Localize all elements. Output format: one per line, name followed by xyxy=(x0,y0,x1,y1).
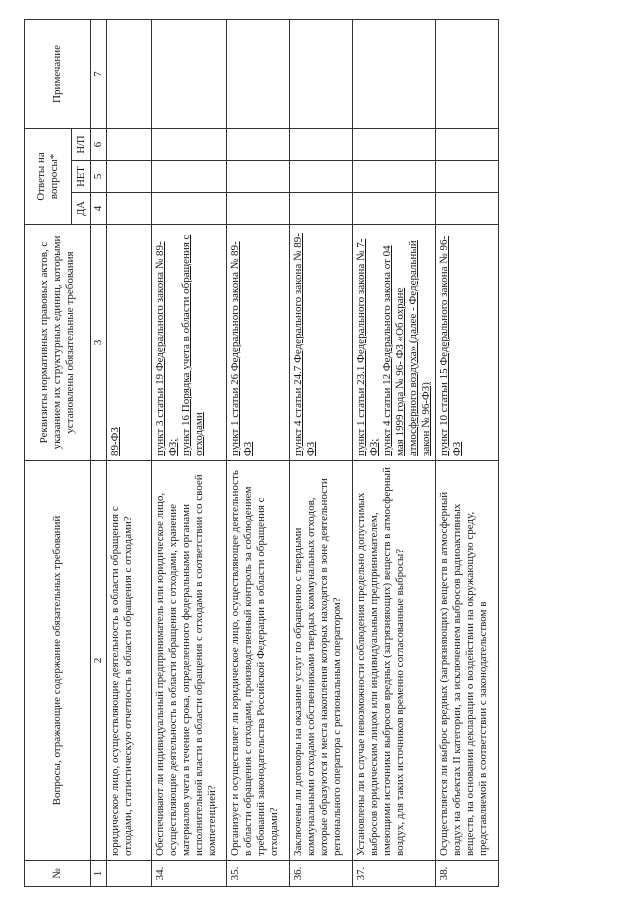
header-answer-na: Н/П xyxy=(72,129,91,161)
row-number: 36. xyxy=(290,861,353,887)
row-number: 35. xyxy=(227,861,290,887)
column-index: 4 xyxy=(91,193,107,225)
requisite-link[interactable]: пункт 3 статьи 19 Федерального закона № 89-ФЗ; xyxy=(154,241,179,456)
header-answer-no: НЕТ xyxy=(72,161,91,193)
row-number: 37. xyxy=(353,861,436,887)
note-cell[interactable] xyxy=(107,20,152,129)
header-question: Вопросы, отражающие содержание обязательных требований xyxy=(25,461,91,861)
row-number: 38. xyxy=(436,861,499,887)
answer-no-cell[interactable] xyxy=(290,161,353,193)
row-requisites xyxy=(353,225,436,461)
answer-na-cell[interactable] xyxy=(290,129,353,161)
note-cell[interactable] xyxy=(353,20,436,129)
column-index: 2 xyxy=(91,461,107,861)
header-note: Примечание xyxy=(25,20,91,129)
header-answers: Ответы на вопросы* xyxy=(25,129,72,225)
answer-na-cell[interactable] xyxy=(152,129,227,161)
answer-yes-cell[interactable] xyxy=(353,193,436,225)
answer-no-cell[interactable] xyxy=(107,161,152,193)
column-index: 3 xyxy=(91,225,107,461)
answer-yes-cell[interactable] xyxy=(107,193,152,225)
answer-na-cell[interactable] xyxy=(227,129,290,161)
answer-no-cell[interactable] xyxy=(227,161,290,193)
column-index: 6 xyxy=(91,129,107,161)
column-index-row xyxy=(91,20,107,887)
answer-yes-cell[interactable] xyxy=(227,193,290,225)
requisite-link[interactable]: пункт 1 статьи 26 Федерального закона № 89-ФЗ xyxy=(229,241,254,456)
row-question: Осуществляется ли выброс вредных (загрязняющих) веществ в атмосферный воздух на объектах II категории, за исключением выбросов радиоактивных веществ, на основании декларации о воздействии на окружающую среду, представляемой в соответствии с законодательством в xyxy=(436,461,499,861)
row-question: Установлены ли в случае невозможности соблюдения предельно допустимых выбросов юридическим лицом или индивидуальным предпринимателем, имеющими источники выбросов вредных (загрязняющих) веществ в атмосферный воздух, для таких источников временно согласованные выбросы? xyxy=(353,461,436,861)
requisite-link[interactable]: 89-ФЗ xyxy=(109,427,121,456)
note-cell[interactable] xyxy=(152,20,227,129)
row-question: Организует и осуществляет ли юридическое лицо, осуществляющее деятельность в области обращения с отходами, производственный контроль за соблюдением требований законодательства Российской Федерации в области обращения с отходами? xyxy=(227,461,290,861)
row-requisites xyxy=(436,225,499,461)
column-index: 5 xyxy=(91,161,107,193)
table-row xyxy=(107,20,152,887)
table-row xyxy=(353,20,436,887)
answer-no-cell[interactable] xyxy=(152,161,227,193)
row-question: юридическое лицо, осуществляющие деятельность в области обращения с отходами, статистическую отчетность в области обращения с отходами? xyxy=(107,461,152,861)
answer-na-cell[interactable] xyxy=(107,129,152,161)
answer-no-cell[interactable] xyxy=(436,161,499,193)
table-row xyxy=(152,20,227,887)
requisite-link[interactable]: пункт 16 Порядка учета в области обращения с отходами xyxy=(180,234,205,456)
column-index: 7 xyxy=(91,20,107,129)
answer-no-cell[interactable] xyxy=(353,161,436,193)
table-row xyxy=(227,20,290,887)
row-number xyxy=(107,861,152,887)
answer-na-cell[interactable] xyxy=(353,129,436,161)
requirements-table xyxy=(24,19,499,887)
row-requisites xyxy=(152,225,227,461)
header-number: № xyxy=(25,861,91,887)
requisite-link[interactable]: пункт 10 статьи 15 Федерального закона № 96-ФЗ xyxy=(438,235,463,456)
header-answer-yes: ДА xyxy=(72,193,91,225)
row-question: Обеспечивают ли индивидуальный предприниматель или юридическое лицо, осуществляющие деятельность в области обращения с отходами, хранение материалов учета в течение срока, определенного федеральными органами исполнительной власти в области обращения с отходами в соответствии со своей компетенцией? xyxy=(152,461,227,861)
row-requisites xyxy=(290,225,353,461)
answer-yes-cell[interactable] xyxy=(436,193,499,225)
note-cell[interactable] xyxy=(227,20,290,129)
row-question: Заключены ли договоры на оказание услуг по обращению с твердыми коммунальными отходами собственниками твердых коммунальных отходов, которые образуются и места накопления которых находятся в зоне деятельности регионального оператора с региональным оператором? xyxy=(290,461,353,861)
requisite-link[interactable]: пункт 4 статьи 12 Федерального закона от 04 мая 1999 года № 96- ФЗ «Об охране атмосферного воздуха» (далее - Федеральный закон № 96-ФЗ) xyxy=(381,240,432,456)
requisite-link[interactable]: пункт 1 статьи 23.1 Федерального закона № 7-ФЗ; xyxy=(355,238,380,456)
row-number: 34. xyxy=(152,861,227,887)
answer-na-cell[interactable] xyxy=(436,129,499,161)
answer-yes-cell[interactable] xyxy=(290,193,353,225)
note-cell[interactable] xyxy=(290,20,353,129)
row-requisites xyxy=(227,225,290,461)
note-cell[interactable] xyxy=(436,20,499,129)
table-row xyxy=(436,20,499,887)
row-requisites xyxy=(107,225,152,461)
header-requisites: Реквизиты нормативных правовых актов, с указанием их структурных единиц, которыми установлены обязательные требования xyxy=(25,225,91,461)
answer-yes-cell[interactable] xyxy=(152,193,227,225)
column-index: 1 xyxy=(91,861,107,887)
requisite-link[interactable]: пункт 4 статьи 24.7 Федерального закона № 89-ФЗ xyxy=(292,233,317,456)
table-row xyxy=(290,20,353,887)
